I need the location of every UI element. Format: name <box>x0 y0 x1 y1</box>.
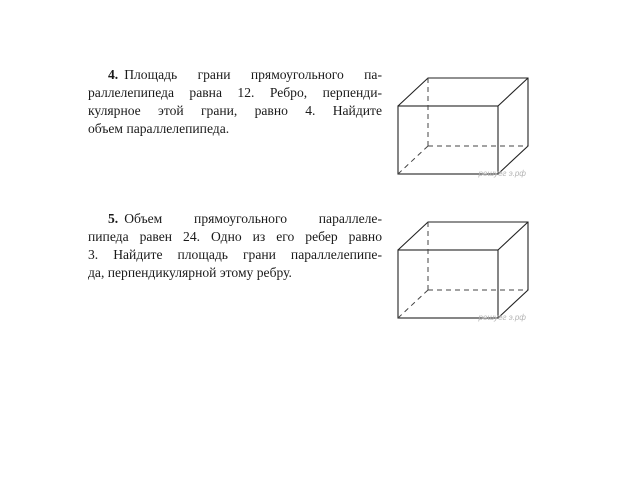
watermark: решуег э.рф <box>478 169 526 178</box>
problem-text-line: пипеда равен 24. Одно из его ребер равно <box>88 229 382 244</box>
problem-text-line: Объем прямоугольного параллеле- <box>124 211 382 226</box>
problem-text-line: кулярное этой грани, равно 4. Найдите <box>88 103 382 118</box>
problem-text-line: объем параллелепипеда. <box>88 121 230 136</box>
parallelepiped-figure <box>392 214 532 326</box>
problem-text-line: да, перпендикулярной этому ребру. <box>88 265 292 280</box>
problem-text-line: Площадь грани прямоугольного па- <box>124 67 382 82</box>
watermark: решуег э.рф <box>478 313 526 322</box>
problem-number: 4. <box>108 67 119 82</box>
problem-5 <box>88 210 382 282</box>
parallelepiped-drawing <box>392 214 532 326</box>
problem-number: 5. <box>108 211 119 226</box>
problem-text-line: раллелепипеда равна 12. Ребро, перпенди- <box>88 85 382 100</box>
parallelepiped-figure <box>392 70 532 182</box>
problem-text-line: 3. Найдите площадь грани параллелепипе- <box>88 247 382 262</box>
problem-4 <box>88 66 382 138</box>
parallelepiped-drawing <box>392 70 532 182</box>
